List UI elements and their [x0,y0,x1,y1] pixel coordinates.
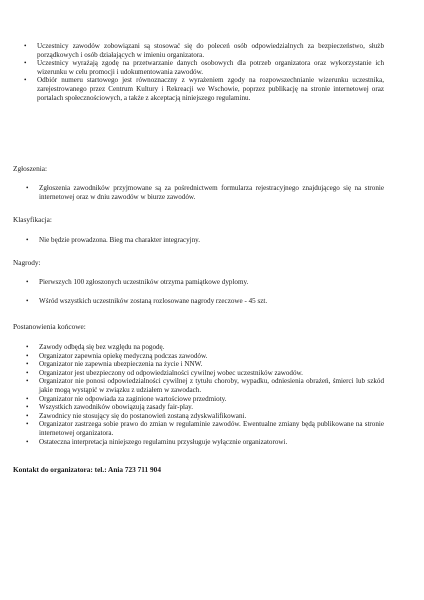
postanowienia-item [26,377,384,394]
bullet-icon: • [26,437,29,446]
zgloszenia-item-text: Zgłoszenia zawodników przyjmowane są za pośrednictwem formularza rejestracyjnego znajdującego się na stronie internetowej oraz w dniu zawodów w biurze zawodów. [39,184,384,201]
postanowienia-item [26,343,384,352]
bullet-icon: • [26,236,29,244]
nagrody-item-text: Pierwszych 100 zgłoszonych uczestników otrzyma pamiątkowe dyplomy. [39,278,249,286]
intro-item [24,76,384,102]
postanowienia-item [26,403,384,412]
postanowienia-item-text: Organizator nie zapewnia ubezpieczenia na życie i NNW. [39,360,203,369]
postanowienia-item-text: Organizator jest ubezpieczony od odpowiedzialności cywilnej wobec uczestników zawodów. [39,368,303,377]
postanowienia-item-text: Wszystkich zawodników obowiązują zasady fair-play. [39,403,194,412]
intro-item-text: Uczestnicy wyrażają zgodę na przetwarzanie danych osobowych dla potrzeb organizatora oraz wykorzystanie ich wizerunku w celu promocji i udokumentowania zawodów. [37,59,384,76]
bullet-icon: • [26,377,29,386]
nagrody-item [26,297,384,306]
zgloszenia-item [26,184,384,201]
bullet-icon: • [24,59,27,68]
intro-list [24,42,384,102]
postanowienia-heading: Postanowienia końcowe: [13,322,86,331]
bullet-icon: • [26,296,29,305]
klasyfikacja-list [26,236,384,245]
postanowienia-item-text: Organizator nie ponosi odpowiedzialności cywilnej z tytułu choroby, wypadku, odniesienia obrażeń, śmierci lub szkód jakie mogą wystąpić w związku z udziałem w zawodach. [39,377,384,394]
bullet-icon: • [24,76,27,85]
bullet-icon: • [26,184,29,192]
klasyfikacja-item [26,236,384,245]
bullet-icon: • [26,420,29,429]
intro-item [24,59,384,76]
bullet-icon: • [26,278,29,286]
zgloszenia-heading: Zgłoszenia: [13,164,48,173]
postanowienia-item [26,360,384,369]
postanowienia-item-text: Zawodnicy nie stosujący się do postanowień zostaną zdyskwalifikowani. [39,411,247,420]
bullet-icon: • [24,42,27,50]
postanowienia-item-text: Zawody odbędą się bez względu na pogodę. [39,343,165,351]
postanowienia-item-text: Organizator zastrzega sobie prawo do zmian w regulaminie zawodów. Ewentualne zmiany będą publikowane na stronie internetowej organizatora. [39,420,384,437]
bullet-icon: • [26,368,29,377]
bullet-icon: • [26,411,29,420]
intro-item-text: Uczestnicy zawodów zobowiązani są stosować się do poleceń osób odpowiedzialnych za bezpieczeństwo, służb porządkowych i osób działających w imieniu organizatora. [37,42,384,59]
bullet-icon: • [26,403,29,412]
nagrody-heading: Nagrody: [13,258,41,267]
intro-item [24,42,384,59]
nagrody-item [26,278,384,287]
postanowienia-list [26,343,384,446]
nagrody-item-text: Wśród wszystkich uczestników zostaną rozlosowane nagrody rzeczowe - 45 szt. [39,296,268,305]
postanowienia-item [26,369,384,378]
nagrody-list [26,278,384,305]
klasyfikacja-heading: Klasyfikacja: [13,215,52,224]
contact-line: Kontakt do organizatora: tel.: Ania 723 711 904 [13,465,161,474]
bullet-icon: • [26,343,29,351]
postanowienia-item [26,438,384,447]
postanowienia-item [26,412,384,421]
postanowienia-item-text: Organizator zapewnia opiekę medyczną podczas zawodów. [39,351,208,360]
intro-item-text: Odbiór numeru startowego jest równoznaczny z wyrażeniem zgody na rozpowszechnianie wizerunku uczestnika, zarejestrowanego przez Centrum Kultury i Rekreacji we Wschowie, poprzez publikację na stronie internetowej oraz portalach społecznościowych, a także z akceptacją niniejszego regulaminu. [37,76,384,102]
bullet-icon: • [26,351,29,360]
postanowienia-item-text: Ostateczna interpretacja niniejszego regulaminu przysługuje wyłącznie organizatorowi. [39,437,288,446]
klasyfikacja-item-text: Nie będzie prowadzona. Bieg ma charakter integracyjny. [39,236,201,244]
postanowienia-item [26,395,384,404]
bullet-icon: • [26,360,29,369]
postanowienia-item [26,420,384,437]
zgloszenia-list [26,184,384,201]
bullet-icon: • [26,394,29,403]
postanowienia-item-text: Organizator nie odpowiada za zaginione wartościowe przedmioty. [39,394,227,403]
postanowienia-item [26,352,384,361]
